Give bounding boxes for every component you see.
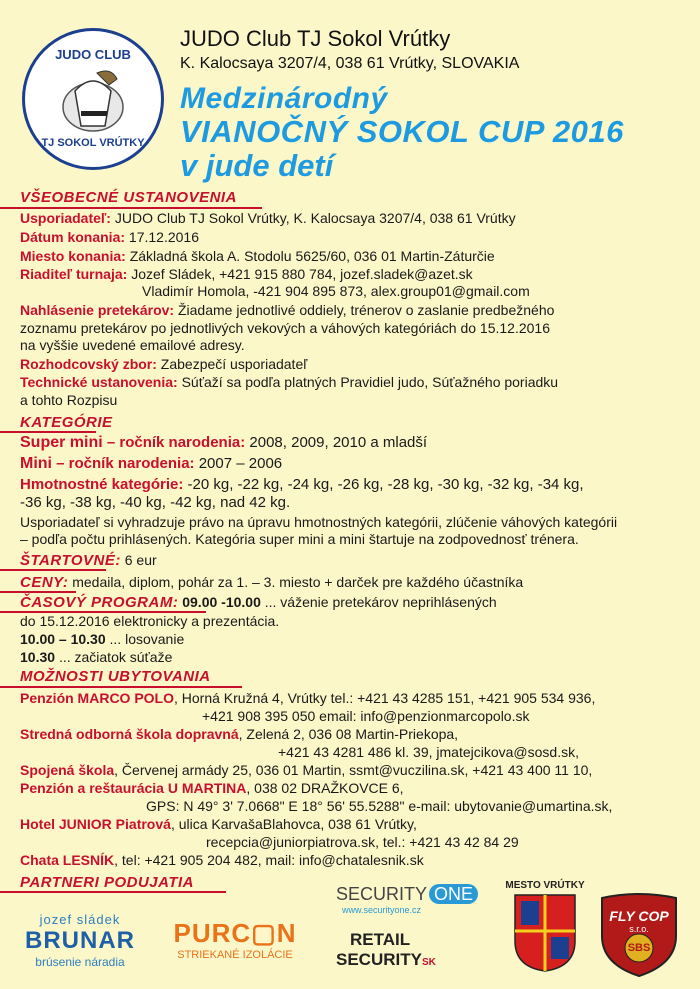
categories-note-2: – podľa počtu prihlásených. Kategória super mini a mini štartuje na zodpovednosť trénera. [20, 531, 579, 547]
weight-row: Hmotnostné kategórie: -20 kg, -22 kg, -24 kg, -26 kg, -28 kg, -30 kg, -32 kg, -34 kg, [20, 476, 584, 493]
tech-row: Technické ustanovenia: Súťaží sa podľa platných Pravidiel judo, Súťažného poriadku [20, 374, 559, 390]
schedule-row: ČASOVÝ PROGRAM: 09.00 -10.00 ... váženie pretekárov neprihlásených [20, 594, 497, 611]
prizes-row: CENY: medaila, diplom, pohár za 1. – 3. miesto + darček pre každého účastníka [20, 574, 524, 591]
accommodation-2: Stredná odborná škola dopravná, Zelená 2, 036 08 Martin-Priekopa, [20, 726, 459, 742]
section-underline [0, 591, 76, 593]
director-row-2: Vladimír Homola, -421 904 895 873, alex.group01@gmail.com [142, 283, 530, 299]
section-underline [0, 891, 226, 893]
club-address: K. Kalocsaya 3207/4, 038 61 Vrútky, SLOVAKIA [180, 55, 520, 72]
section-underline [0, 569, 106, 571]
section-general-heading: VŠEOBECNÉ USTANOVENIA [20, 189, 237, 206]
categories-note-1: Usporiadateľ si vyhradzuje právo na úpravu hmotnostných kategórii, zlúčenie váhových kategórii [20, 514, 618, 530]
entry-row-2: zoznamu pretekárov po jednotlivých vekových a váhových kategóriách do 15.12.2016 [20, 320, 550, 336]
fly-cop-shield-icon [598, 892, 680, 978]
sponsor-security-one: SECURITY ONE www.securityone.cz [336, 884, 472, 915]
organizer-row: Usporiadateľ: JUDO Club TJ Sokol Vrútky, K. Kalocsaya 3207/4, 038 61 Vrútky [20, 210, 516, 226]
section-underline [0, 207, 262, 209]
title-line-3: v jude detí [180, 148, 334, 183]
accommodation-3: Spojená škola, Červenej armády 25, 036 01 Martin, ssmt@vuczilina.sk, +421 43 400 11 10, [20, 762, 593, 778]
schedule-row-1b: do 15.12.2016 elektronicky a prezentácia. [20, 613, 280, 629]
supermini-row: Super mini – ročník narodenia: 2008, 2009, 2010 a mladší [20, 434, 428, 451]
accommodation-5b: recepcia@juniorpiatrova.sk, tel.: +421 43 42 84 29 [206, 834, 519, 850]
date-row: Dátum konania: 17.12.2016 [20, 229, 199, 245]
tech-row-2: a tohto Rozpisu [20, 392, 118, 408]
entry-row-3: na vyššie uvedené emailové adresy. [20, 337, 245, 353]
section-accommodation-heading: MOŽNOSTI UBYTOVANIA [20, 668, 211, 685]
sponsor-brunar: jozef sládek BRUNAR brúsenie náradia [25, 912, 135, 969]
accommodation-1: Penzión MARCO POLO, Horná Kružná 4, Vrútky tel.: +421 43 4285 151, +421 905 534 936, [20, 690, 596, 706]
schedule-row-3: 10.30 ... začiatok súťaže [20, 649, 173, 665]
schedule-row-2: 10.00 – 10.30 ... losovanie [20, 631, 185, 647]
coat-of-arms-icon [513, 893, 577, 973]
accommodation-5: Hotel JUNIOR Piatrová, ulica KarvašaBlahovca, 038 61 Vrútky, [20, 816, 417, 832]
section-categories-heading: KATEGÓRIE [20, 414, 113, 431]
fee-row: ŠTARTOVNÉ: 6 eur [20, 552, 157, 569]
club-name: JUDO Club TJ Sokol Vrútky [180, 26, 451, 51]
entry-row: Nahlásenie pretekárov: Žiadame jednotlivé oddiely, trénerov o zaslanie predbežného [20, 302, 555, 318]
logo-bottom-text: TJ SOKOL VRÚTKY [41, 137, 145, 149]
club-logo [22, 28, 164, 170]
accommodation-6: Chata LESNÍK, tel: +421 905 204 482, mail: info@chatalesnik.sk [20, 852, 424, 868]
referee-row: Rozhodcovský zbor: Zabezpečí usporiadateľ [20, 356, 308, 372]
sponsor-mesto-vrutky: MESTO VRÚTKY [500, 880, 590, 978]
sponsor-purcon: PURC▢N STRIEKANÉ IZOLÁCIE [173, 918, 297, 961]
accommodation-1b: +421 908 395 050 email: info@penzionmarcopolo.sk [202, 708, 530, 724]
place-row: Miesto konania: Základná škola A. Stodolu 5625/60, 036 01 Martin-Záturčie [20, 248, 495, 264]
title-line-2: VIANOČNÝ SOKOL CUP 2016 [180, 114, 624, 149]
section-underline [0, 686, 242, 688]
sponsor-fly-cop: FLY COP s.r.o. SBS [598, 892, 680, 978]
section-partners-heading: PARTNERI PODUJATIA [20, 874, 195, 891]
director-row: Riaditeľ turnaja: Jozef Sládek, +421 915 880 784, jozef.sladek@azet.sk [20, 266, 473, 282]
accommodation-4: Penzión a reštaurácia U MARTINA, 038 02 DRAŽKOVCE 6, [20, 780, 404, 796]
weight-row-2: -36 kg, -38 kg, -40 kg, -42 kg, nad 42 kg. [20, 494, 291, 511]
title-line-1: Medzinárodný [180, 82, 388, 115]
section-underline [0, 431, 96, 433]
logo-top-text: JUDO CLUB [55, 47, 131, 62]
accommodation-2b: +421 43 4281 486 kl. 39, jmatejcikova@sosd.sk, [278, 744, 579, 760]
sponsor-retail-security: RETAIL SECURITYSK [336, 930, 436, 969]
mini-row: Mini – ročník narodenia: 2007 – 2006 [20, 455, 283, 472]
accommodation-4b: GPS: N 49° 3' 7.0668" E 18° 56' 55.5288" e-mail: ubytovanie@umartina.sk, [146, 798, 613, 814]
